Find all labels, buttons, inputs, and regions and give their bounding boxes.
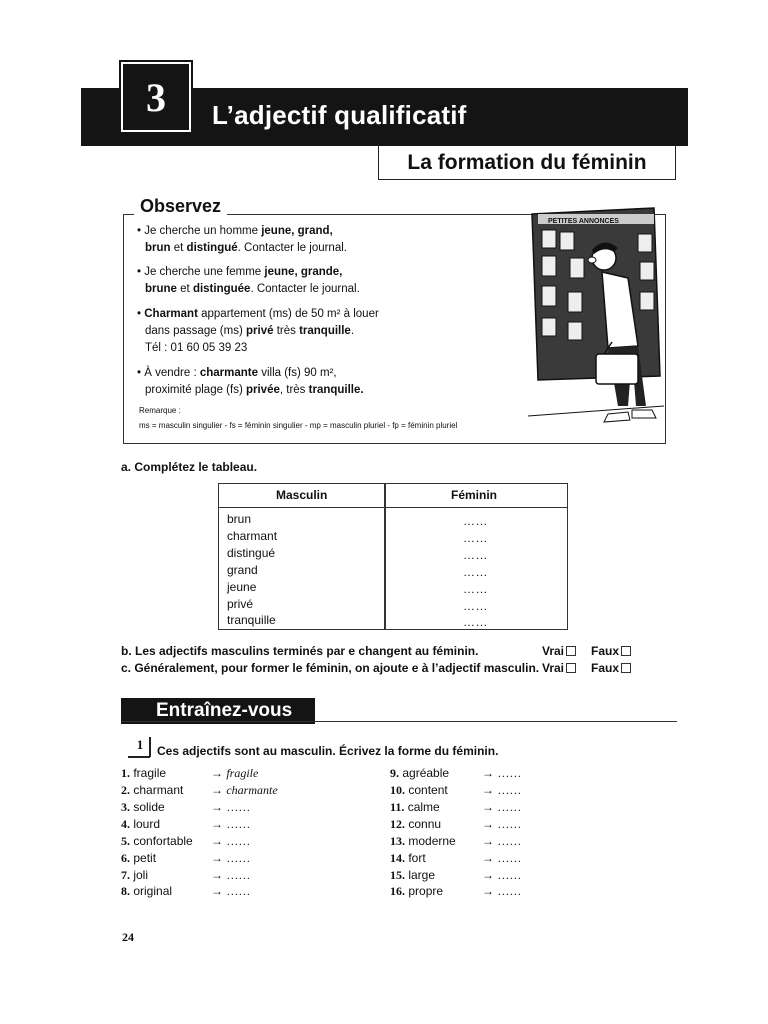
list-item-answer[interactable]: → …… — [482, 766, 522, 780]
illustration-man-reading-ads — [528, 206, 664, 436]
ads-board-sign: PETITES ANNONCES — [548, 218, 619, 225]
list-item-answer[interactable]: → …… — [482, 783, 522, 797]
table-header-masculin: Masculin — [276, 488, 328, 502]
remark-label: Remarque : — [139, 406, 181, 415]
list-item: 5. confortable — [121, 834, 193, 848]
section-subtitle: La formation du féminin — [378, 146, 676, 180]
ad-1: • Je cherche un homme jeune, grand, brun et distingué. Contacter le journal. — [137, 225, 347, 254]
remark-text: ms = masculin singulier - fs = féminin singulier - mp = masculin pluriel - fp = féminin pluriel — [139, 421, 458, 430]
checkbox-b-vrai[interactable] — [566, 646, 576, 656]
list-item: 13. moderne — [390, 834, 456, 848]
list-item: 14. fort — [390, 851, 426, 865]
train-section-title: Entraînez-vous — [121, 698, 315, 724]
chapter-number: 3 — [121, 62, 191, 132]
table-row-masc: tranquille — [227, 613, 276, 627]
list-item-answer[interactable]: → …… — [482, 834, 522, 848]
exercise-c-faux[interactable]: Faux — [591, 661, 631, 675]
list-item-answer[interactable]: → …… — [211, 817, 251, 831]
table-row-masc: grand — [227, 563, 258, 577]
list-item-answer[interactable]: → …… — [211, 851, 251, 865]
list-item-answer[interactable]: → …… — [482, 868, 522, 882]
list-item: 9. agréable — [390, 766, 450, 780]
exercise-b-vrai[interactable]: Vrai — [542, 644, 576, 658]
list-item-answer[interactable]: → …… — [211, 800, 251, 814]
list-item-answer[interactable]: → charmante — [211, 783, 278, 797]
list-item-answer[interactable]: → …… — [211, 884, 251, 898]
table-row-masc: privé — [227, 597, 254, 611]
table-answer-blank[interactable]: …… — [463, 565, 488, 579]
table-column-divider — [384, 484, 386, 630]
list-item-answer[interactable]: → …… — [482, 851, 522, 865]
table-answer-blank[interactable]: …… — [463, 599, 488, 613]
list-item-answer[interactable]: → fragile — [211, 766, 259, 780]
list-item: 7. joli — [121, 868, 149, 882]
list-item: 10. content — [390, 783, 448, 797]
table-answer-blank[interactable]: …… — [463, 582, 488, 596]
list-item-answer[interactable]: → …… — [482, 817, 522, 831]
feminine-table — [218, 483, 568, 630]
list-item: 8. original — [121, 884, 173, 898]
exercise-a-question: a. Complétez le tableau. — [121, 460, 258, 474]
checkbox-b-faux[interactable] — [621, 646, 631, 656]
table-header-feminin: Féminin — [451, 488, 498, 502]
table-row-masc: distingué — [227, 546, 276, 560]
exercise-1-instruction: Ces adjectifs sont au masculin. Écrivez la forme du féminin. — [157, 744, 499, 758]
list-item: 3. solide — [121, 800, 165, 814]
table-row-masc: jeune — [227, 580, 257, 594]
list-item: 4. lourd — [121, 817, 161, 831]
train-section-rule — [121, 721, 677, 722]
observe-title: Observez — [134, 196, 227, 217]
list-item: 16. propre — [390, 884, 444, 898]
list-item: 12. connu — [390, 817, 442, 831]
exercise-c-question: c. Généralement, pour former le féminin, on ajoute e à l’adjectif masculin. — [121, 661, 540, 675]
exercise-b-question: b. Les adjectifs masculins terminés par e changent au féminin. — [121, 644, 479, 658]
chapter-title: L’adjectif qualificatif — [212, 100, 467, 130]
list-item: 1. fragile — [121, 766, 167, 780]
table-row-masc: brun — [227, 512, 252, 526]
ad-2: • Je cherche une femme jeune, grande, brune et distinguée. Contacter le journal. — [137, 266, 360, 295]
page-number: 24 — [122, 930, 134, 944]
checkbox-c-faux[interactable] — [621, 663, 631, 673]
exercise-number: 1 — [136, 737, 144, 752]
list-item-answer[interactable]: → …… — [482, 884, 522, 898]
table-answer-blank[interactable]: …… — [463, 615, 488, 629]
list-item-answer[interactable]: → …… — [211, 834, 251, 848]
exercise-c-vrai[interactable]: Vrai — [542, 661, 576, 675]
list-item: 11. calme — [390, 800, 440, 814]
list-item: 2. charmant — [121, 783, 184, 797]
checkbox-c-vrai[interactable] — [566, 663, 576, 673]
table-answer-blank[interactable]: …… — [463, 531, 488, 545]
exercise-number-side — [149, 737, 151, 757]
exercise-b-faux[interactable]: Faux — [591, 644, 631, 658]
table-header-row — [219, 484, 567, 508]
list-item: 15. large — [390, 868, 436, 882]
list-item-answer[interactable]: → …… — [482, 800, 522, 814]
ad-4: • À vendre : charmante villa (fs) 90 m², proximité plage (fs) privée, très tranquille. — [137, 367, 364, 396]
exercise-number-underline — [128, 756, 150, 758]
list-item: 6. petit — [121, 851, 157, 865]
table-answer-blank[interactable]: …… — [463, 548, 488, 562]
ad-3: • Charmant appartement (ms) de 50 m² à louer dans passage (ms) privé très tranquille. Tél : 01 60 05 39 23 — [137, 308, 379, 354]
table-row-masc: charmant — [227, 529, 278, 543]
list-item-answer[interactable]: → …… — [211, 868, 251, 882]
table-answer-blank[interactable]: …… — [463, 514, 488, 528]
